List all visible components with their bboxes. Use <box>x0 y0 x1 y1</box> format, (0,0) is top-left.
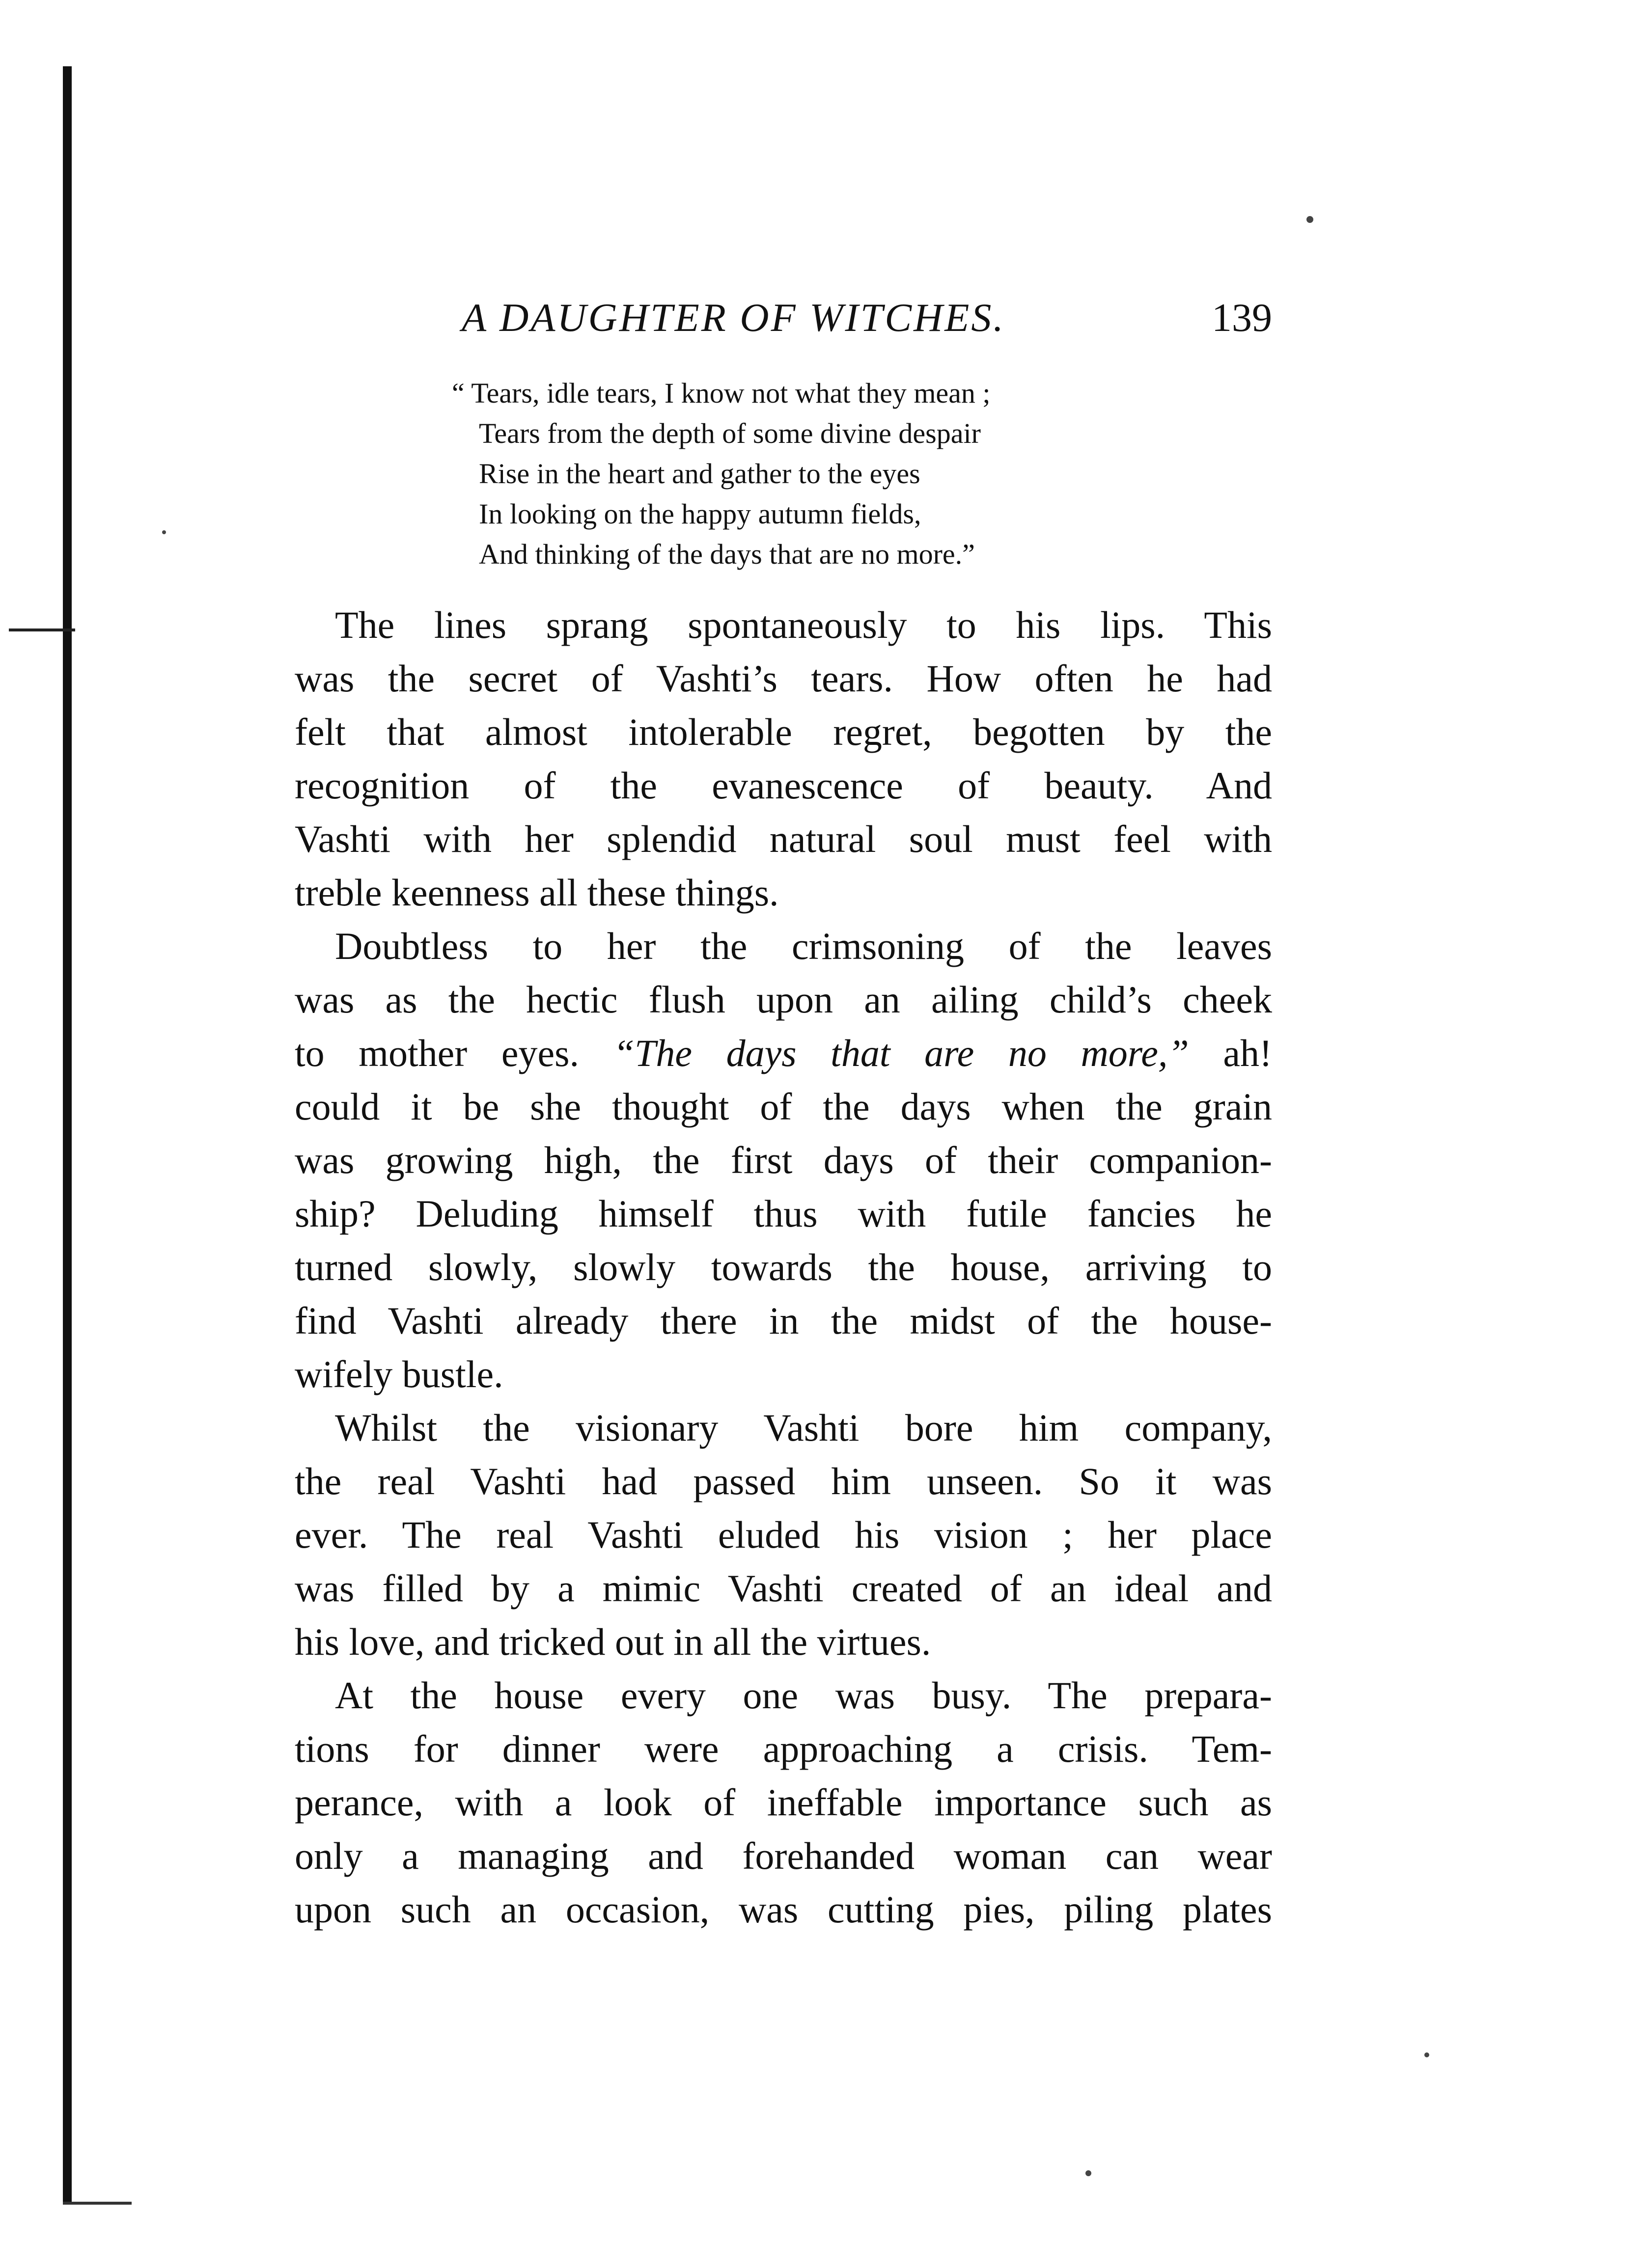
text-line: Vashti with her splendid natural soul must feel with <box>295 818 1272 860</box>
page-header <box>462 295 1272 354</box>
text-line: The lines sprang spontaneously to his lips. This <box>335 603 1272 646</box>
page-corner-mark <box>63 2202 132 2205</box>
text-line: was as the hectic flush upon an ailing child’s cheek <box>295 978 1272 1021</box>
poem-line: Rise in the heart and gather to the eyes <box>479 458 920 490</box>
poem-line: In looking on the happy autumn fields, <box>479 498 921 530</box>
scan-speck <box>1424 2052 1429 2057</box>
text-line: recognition of the evanescence of beauty. And <box>295 764 1272 807</box>
scan-speck <box>1085 2170 1091 2176</box>
text-line: his love, and tricked out in all the virtues. <box>295 1620 931 1663</box>
text-line: turned slowly, slowly towards the house, arriving to <box>295 1246 1272 1288</box>
text-line: find Vashti already there in the midst of the house- <box>295 1299 1272 1342</box>
text-line: ship? Deluding himself thus with futile fancies he <box>295 1192 1272 1235</box>
text-line-with-quote <box>295 1026 1272 1080</box>
text-line: only a managing and forehanded woman can wear <box>295 1834 1272 1877</box>
text-line: was the secret of Vashti’s tears. How often he had <box>295 657 1272 700</box>
text-line: wifely bustle. <box>295 1353 503 1395</box>
text-line: perance, with a look of ineffable importance such as <box>295 1781 1272 1824</box>
text-line: Doubtless to her the crimsoning of the leaves <box>335 925 1272 967</box>
text-line: Whilst the visionary Vashti bore him company, <box>335 1406 1272 1449</box>
page-number: 139 <box>1212 295 1272 340</box>
text-segment: to mother eyes. <box>295 1032 579 1074</box>
scan-speck <box>162 530 166 534</box>
scan-speck <box>1306 216 1313 223</box>
text-line: upon such an occasion, was cutting pies, piling plates <box>295 1888 1272 1931</box>
text-line: felt that almost intolerable regret, begotten by the <box>295 710 1272 753</box>
text-line: the real Vashti had passed him unseen. So it was <box>295 1460 1272 1503</box>
running-title: A DAUGHTER OF WITCHES. <box>462 295 1005 340</box>
text-line: treble keenness all these things. <box>295 871 779 914</box>
text-line: ever. The real Vashti eluded his vision ; her place <box>295 1513 1272 1556</box>
text-line: was filled by a mimic Vashti created of an ideal and <box>295 1567 1272 1610</box>
margin-mark <box>9 628 75 631</box>
poem-line: “ Tears, idle tears, I know not what they mean ; <box>452 377 991 409</box>
body-text <box>295 598 1272 1936</box>
page-edge-shadow <box>63 66 72 2205</box>
text-line: tions for dinner were approaching a crisis. Tem- <box>295 1727 1272 1770</box>
poem-epigraph <box>452 373 1164 574</box>
poem-line: And thinking of the days that are no more.” <box>479 538 975 570</box>
text-line: could it be she thought of the days when the grain <box>295 1085 1272 1128</box>
poem-line: Tears from the depth of some divine despair <box>479 417 981 449</box>
text-segment: ah! <box>1223 1032 1272 1074</box>
text-line: At the house every one was busy. The prepara- <box>335 1674 1272 1717</box>
text-line: was growing high, the first days of their companion- <box>295 1139 1272 1181</box>
italic-quote: “The days that are no more,” <box>613 1032 1189 1074</box>
